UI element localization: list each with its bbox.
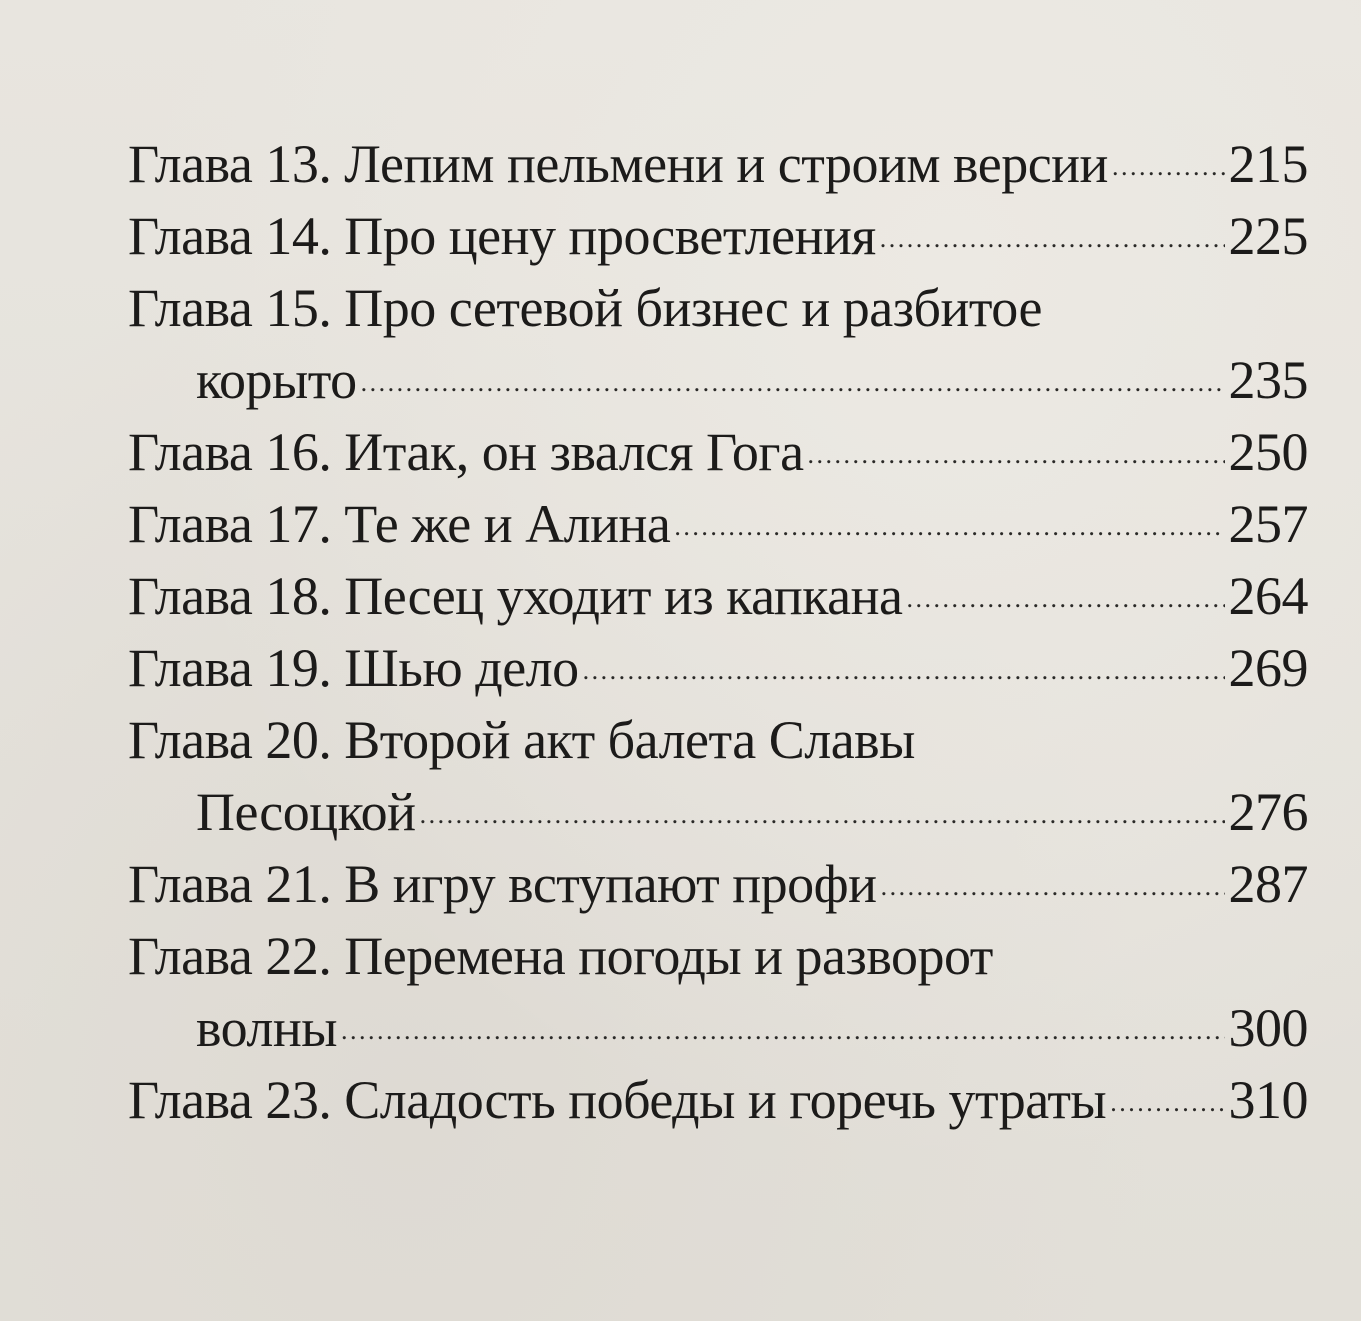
page-number: 257 (1228, 494, 1308, 554)
toc-entry-19 (128, 632, 1308, 704)
chapter-title: Песец уходит из капкана (344, 566, 903, 626)
chapter-title-continuation: волны (196, 998, 338, 1058)
page-number: 287 (1228, 854, 1308, 914)
toc-line-continuation (128, 776, 1308, 848)
toc-line (128, 200, 1308, 272)
page-number: 310 (1228, 1070, 1308, 1130)
chapter-title: Итак, он звался Гога (344, 422, 804, 482)
chapter-number: Глава 15. (128, 278, 332, 338)
chapter-title: Второй акт балета Славы (344, 710, 915, 770)
page-number: 250 (1228, 422, 1308, 482)
toc-line (128, 488, 1308, 560)
dot-leader (880, 200, 1225, 254)
toc-line (128, 1064, 1308, 1136)
toc-line (128, 848, 1308, 920)
chapter-number: Глава 20. (128, 710, 332, 770)
toc-entry-23 (128, 1064, 1308, 1136)
chapter-title: В игру вступают профи (344, 854, 877, 914)
toc-entry-15 (128, 272, 1308, 416)
chapter-number: Глава 23. (128, 1070, 332, 1130)
toc-line (128, 128, 1308, 200)
toc-entry-16 (128, 416, 1308, 488)
table-of-contents (128, 128, 1308, 1136)
toc-entry-22 (128, 920, 1308, 1064)
chapter-title: Про цену просветления (344, 206, 876, 266)
chapter-title: Лепим пельмени и строим версии (344, 134, 1108, 194)
toc-line (128, 920, 1308, 992)
dot-leader (361, 344, 1225, 398)
page-number: 276 (1228, 782, 1308, 842)
chapter-number: Глава 16. (128, 422, 332, 482)
dot-leader (808, 416, 1225, 470)
page-number: 235 (1228, 350, 1308, 410)
dot-leader (420, 776, 1225, 830)
chapter-title: Шью дело (344, 638, 579, 698)
page-number: 215 (1228, 134, 1308, 194)
toc-line (128, 632, 1308, 704)
toc-line-continuation (128, 344, 1308, 416)
dot-leader (907, 560, 1225, 614)
toc-entry-21 (128, 848, 1308, 920)
chapter-number: Глава 21. (128, 854, 332, 914)
dot-leader (881, 848, 1225, 902)
chapter-title: Те же и Алина (344, 494, 671, 554)
toc-entry-20 (128, 704, 1308, 848)
page-number: 300 (1228, 998, 1308, 1058)
dot-leader (341, 992, 1224, 1046)
chapter-title-continuation: Песоцкой (196, 782, 416, 842)
chapter-number: Глава 22. (128, 926, 332, 986)
chapter-title: Сладость победы и горечь утраты (344, 1070, 1107, 1130)
chapter-title: Перемена погоды и разворот (344, 926, 993, 986)
dot-leader (1110, 1064, 1224, 1118)
chapter-number: Глава 17. (128, 494, 332, 554)
toc-entry-18 (128, 560, 1308, 632)
toc-line (128, 272, 1308, 344)
chapter-title: Про сетевой бизнес и разбитое (344, 278, 1042, 338)
toc-line (128, 704, 1308, 776)
toc-line (128, 560, 1308, 632)
toc-line (128, 416, 1308, 488)
chapter-title-continuation: корыто (196, 350, 357, 410)
toc-entry-14 (128, 200, 1308, 272)
dot-leader (1112, 128, 1225, 182)
page-number: 269 (1228, 638, 1308, 698)
toc-entry-13 (128, 128, 1308, 200)
toc-line-continuation (128, 992, 1308, 1064)
chapter-number: Глава 14. (128, 206, 332, 266)
page-number: 225 (1228, 206, 1308, 266)
chapter-number: Глава 13. (128, 134, 332, 194)
chapter-number: Глава 19. (128, 638, 332, 698)
page-number: 264 (1228, 566, 1308, 626)
dot-leader (583, 632, 1225, 686)
chapter-number: Глава 18. (128, 566, 332, 626)
toc-entry-17 (128, 488, 1308, 560)
dot-leader (674, 488, 1224, 542)
